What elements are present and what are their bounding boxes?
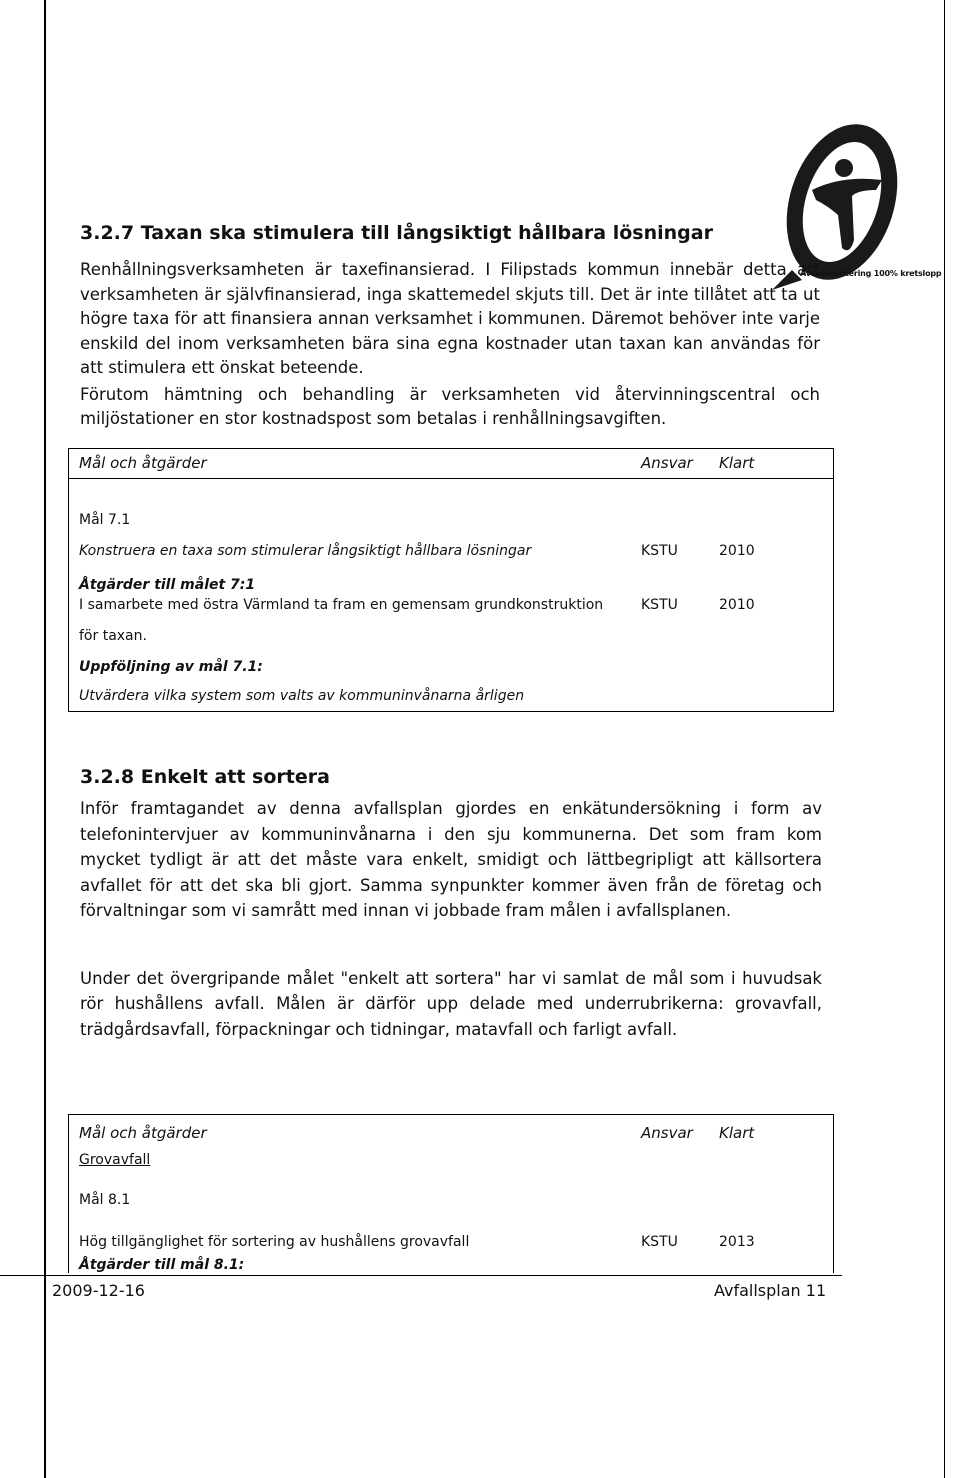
- table-header-goals: Mål och åtgärder: [79, 1124, 207, 1142]
- table-header-responsible: Ansvar: [641, 1124, 693, 1142]
- goal-label: Mål 8.1: [79, 1192, 131, 1208]
- section-heading-3-2-8: 3.2.8 Enkelt att sortera: [80, 766, 330, 788]
- logo-caption: Avfallshantering 100% kretslopp: [800, 269, 942, 278]
- right-margin-line: [944, 0, 945, 1478]
- section-heading-3-2-7: 3.2.7 Taxan ska stimulera till långsiktigt hållbara lösningar: [80, 222, 713, 244]
- footer-rule: [0, 1275, 842, 1276]
- paragraph: Förutom hämtning och behandling är verksamheten vid återvinningscentral och miljöstationer en stor kostnadspost som betalas i renhållningsavgiften.: [80, 384, 820, 428]
- table-header-responsible: Ansvar: [641, 454, 693, 472]
- table-header-done: Klart: [719, 1124, 755, 1142]
- goals-table-7: [68, 448, 834, 712]
- actions-label: Åtgärder till mål 8.1:: [79, 1257, 245, 1273]
- action-responsible: KSTU: [641, 597, 678, 613]
- goal-year: 2013: [719, 1234, 755, 1250]
- action-text: I samarbete med östra Värmland ta fram en gemensam grundkonstruktion: [79, 597, 604, 613]
- action-year: 2010: [719, 597, 755, 613]
- goal-text: Hög tillgänglighet för sortering av hushållens grovavfall: [79, 1234, 470, 1250]
- paragraph: Under det övergripande målet "enkelt att sortera" har vi samlat de mål som i huvudsak rör hushållens avfall. Målen är därför upp delade med underrubrikerna: grovavfall, trädgårdsavfall, förpackningar och tidningar, matavfall och farligt avfall.: [80, 968, 822, 1039]
- footer-page-number: Avfallsplan 11: [714, 1281, 827, 1300]
- paragraph: Renhållningsverksamheten är taxefinansierad. I Filipstads kommun innebär detta att verksamheten är självfinansierad, inga skattemedel skjuts till. Det är inte tillåtet att ta ut högre taxa för att finansiera annan verksamhet i kommunen. Däremot behöver inte varje enskild del inom verksamheten bära sina egna kostnader utan taxan kan användas för att stimulera ett önskat beteende.: [80, 260, 820, 377]
- goals-table-8: [68, 1114, 834, 1273]
- table-header-goals: Mål och åtgärder: [79, 454, 207, 472]
- goal-responsible: KSTU: [641, 1234, 678, 1250]
- goal-text: Konstruera en taxa som stimulerar långsiktigt hållbara lösningar: [79, 543, 532, 559]
- action-text-continued: för taxan.: [79, 628, 147, 644]
- followup-label: Uppföljning av mål 7.1:: [79, 659, 263, 675]
- actions-label: Åtgärder till målet 7:1: [79, 577, 256, 593]
- followup-text: Utvärdera vilka system som valts av kommuninvånarna årligen: [79, 688, 525, 704]
- paragraph: Inför framtagandet av denna avfallsplan gjordes en enkätundersökning i form av telefonintervjuer av kommuninvånarna i den sju kommunerna. Det som fram kom mycket tydligt är att det måste vara enkelt, smidigt och lättbegripligt att källsortera avfallet för att det ska bli gjort. Samma synpunkter kommer även från de företag och förvaltningar som vi samrått med innan vi jobbade fram målen i avfallsplanen.: [80, 799, 822, 920]
- goal-year: 2010: [719, 543, 755, 559]
- left-margin-line: [44, 0, 46, 1478]
- goal-responsible: KSTU: [641, 543, 678, 559]
- table-subheading: Grovavfall: [79, 1152, 151, 1168]
- footer-date: 2009-12-16: [52, 1281, 145, 1300]
- table-header-done: Klart: [719, 454, 755, 472]
- goal-label: Mål 7.1: [79, 512, 131, 528]
